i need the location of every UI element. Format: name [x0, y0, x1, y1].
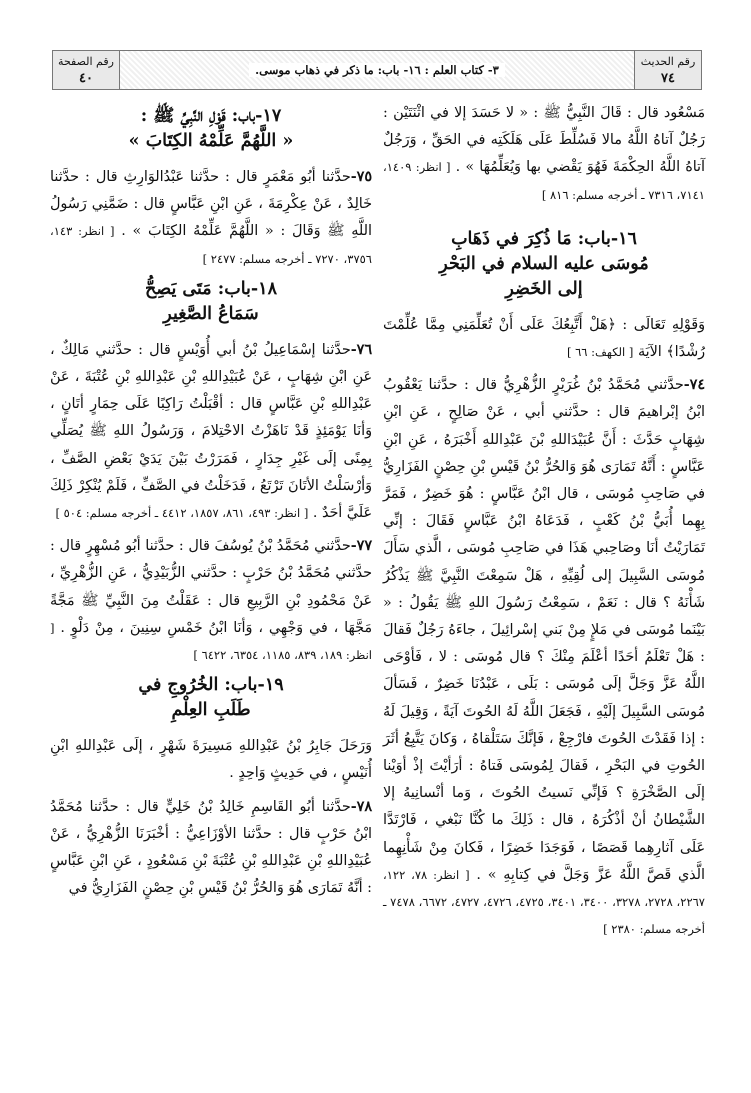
left-column: [50, 100, 372, 902]
reference: [ انظر: ٧٨، ١٢٢، ٢٢٦٧، ٢٧٢٨، ٣٢٧٨، ٣٤٠٠، ٣٤٠١، ٤٧٢٥، ٤٧٢٦، ٤٧٢٧، ٦٦٧٢، ٧٤٧٨ ـ أخرجه مسلم: ٢٣٨٠ ]: [383, 867, 705, 937]
reference: [ انظر: ١٤٠٩، ٧١٤١، ٧٣١٦ ـ أخرجه مسلم: ٨١٦ ]: [383, 160, 705, 202]
chapter-heading-18: [50, 277, 372, 327]
hadith-number: ٧٥-: [350, 169, 372, 185]
chapter-heading-line: ١٩-باب: الخُرُوجِ في: [138, 675, 284, 696]
hadith-number: ٧٤: [661, 71, 675, 86]
chapter-heading-line: ١٦-باب: مَا ذُكِرَ في ذَهَابِ: [451, 228, 637, 249]
hadith-text: حدَّثنا أبُو القَاسِمِ خَالِدُ بْنُ خَلِيٍّ قال : حدَّثنا مُحَمَّدُ ابْنُ حَرْبٍ قال : حدَّثنا الأوْزَاعِيُّ : أخْبَرَنَا الزُّهْرِيُّ ، عَنْ عُبَيْدِاللهِ بْنِ عَبْدِاللهِ بْنِ عُتْبَةَ بْنِ مَسْعُودٍ ، عَنِ ابْنِ عَبَّاسٍ : أنَّهُ تَمَارَى هُوَ وَالحُرُّ بْنُ قَيْسِ بْنِ حِصْنٍ الفَزَارِيُّ في: [50, 798, 372, 897]
reference: [ انظر: ١٨٩، ٨٣٩، ١١٨٥، ٦٣٥٤، ٦٤٢٢ ]: [50, 620, 372, 663]
reference: [ انظر: ١٤٣، ٣٧٥٦، ٧٢٧٠ ـ أخرجه مسلم: ٢٤٧٧ ]: [50, 224, 372, 266]
reference: [ انظر: ٤٩٣، ٨٦١، ١٨٥٧، ٤٤١٢ ـ أخرجه مسلم: ٥٠٤ ]: [55, 506, 309, 521]
paragraph-text: مَسْعُود قال : قَالَ النَّبِيُّ ﷺ : « لا حَسَدَ إلا في اثْنَتَيْن : رَجُلٌ آتاهُ اللَّهُ مالا فَسُلِّطَ عَلَى هَلَكَتِه في الحَقِّ ، وَرَجُلٌ آتاهُ اللَّهُ الحِكْمَةَ فَهُوَ يَقْضي بها وَيُعَلِّمُهَا » .: [383, 105, 706, 176]
hadith-number-box: [634, 50, 702, 90]
chapter-heading-line: « اللَّهُمَّ عَلِّمْهُ الكِتَابَ »: [128, 131, 294, 151]
hadith-74: [383, 372, 705, 943]
page-number-label: رقم الصفحة: [58, 55, 114, 68]
hadith-number: ٧٧-: [350, 538, 372, 555]
chapter-heading-line: طَلَبِ العِلْمِ: [171, 700, 251, 721]
hadith-number-label: رقم الحديث: [640, 55, 696, 68]
page-number: ٤٠: [79, 71, 93, 86]
hadith-text: حدَّثنا أبُو مَعْمَرٍ قال : حدَّثنا عَبْدُالوَارِثِ قال : حدَّثنا خَالِدٌ ، عَنْ عِكْرِمَةَ ، عَنِ ابْنِ عَبَّاسٍ قال : ضَمَّنِي رَسُولُ اللَّهِ ﷺ وَقَالَ : « اللَّهُمَّ عَلِّمْهُ الكِتَابَ » .: [50, 169, 372, 240]
chapter-heading-line: إلى الخَضِرِ: [505, 278, 583, 299]
hadith-text: حدَّثني مُحَمَّدُ بْنُ يُوسُفَ قال : حدَّثنا أبُو مُسْهِرٍ قال : حدَّثني مُحَمَّدُ بْنُ حَرْبٍ : حدَّثني الزُّبَيْدِيُّ ، عَنِ الزُّهْرِيِّ ، عَنْ مَحْمُودِ بْنِ الرَّبِيعِ قال : عَقَلْتُ مِنَ النَّبِيِّ ﷺ مَجَّةً مَجَّهَا ، في وَجْهِي ، وَأنَا ابْنُ خَمْسِ سِنِينَ ، مِنْ دَلْوٍ .: [50, 538, 372, 636]
hadith-number: ٧٤-: [683, 377, 705, 394]
hadith-number: ٧٨-: [350, 798, 372, 815]
verse-text: وَقَوْلِهِ تَعَالَى : ﴿هَلْ أَتَّبِعُكَ عَلَى أَنْ تُعَلِّمَنِي مِمَّا عُلِّمْتَ رُشْدًا﴾ الآيَة: [383, 316, 705, 361]
paragraph: [383, 100, 705, 209]
chapter-19-intro: [50, 733, 372, 787]
hadith-number: ٧٦-: [350, 341, 372, 358]
reference: [ الكهف: ٦٦ ]: [566, 345, 634, 360]
chapter-heading-line: ١٨-باب: مَتَى يَصِحُّ: [145, 278, 277, 299]
paragraph-text: وَرَحَلَ جَابِرُ بْنُ عَبْدِاللهِ مَسِيرَةَ شَهْرٍ ، إلَى عَبْدِاللهِ ابْنِ أُنَيْسٍ ، في حَدِيثٍ وَاحِدٍ .: [50, 738, 372, 782]
chapter-heading-line: مُوسَى عليه السلام في البَحْرِ: [439, 253, 649, 274]
page-number-box: [52, 50, 120, 90]
hadith-76: [50, 337, 372, 527]
header-title-bar: [120, 50, 634, 90]
chapter-heading-16: [383, 227, 705, 302]
hadith-77: [50, 533, 372, 669]
chapter-heading-line: ١٧-باب: قَوْلِ النَّبِيِّ ﷺ :: [140, 106, 282, 126]
header-title: ٣- كتاب العلم : ١٦- باب: ما ذكر في ذهاب موسى.: [249, 63, 505, 77]
chapter-heading-line: سَمَاعُ الصَّغِيرِ: [163, 303, 259, 324]
hadith-text: حدَّثنا إسْمَاعِيلُ بْنُ أبي أُوَيْسٍ قال : حدَّثني مَالِكٌ ، عَنِ ابْنِ شِهَابٍ ، عَنْ عُبَيْدِاللهِ بْنِ عَبْدِاللهِ بْنِ عُتْبَةَ ، عَنْ عَبْدِاللهِ بْنِ عَبَّاسٍ قال : أقْبَلْتُ رَاكِبًا عَلَى حِمَارٍ أتَانٍ ، وَأنَا يَوْمَئِذٍ قَدْ نَاهَزْتُ الاحْتِلامَ ، وَرَسُولُ اللهِ ﷺ يُصَلِّي بِمِنًى إلَى غَيْرِ جِدَارٍ ، فَمَرَرْتُ بَيْنَ يَدَيْ بَعْضِ الصَّفِّ ، وَأرْسَلْتُ الأتَانَ تَرْتَعُ ، فَدَخَلْتُ في الصَّفِّ ، فَلَمْ يُنْكِرْ ذَلِكَ عَلَيَّ أحَدٌ .: [50, 341, 372, 522]
hadith-78: [50, 794, 372, 903]
right-column: [383, 100, 705, 943]
chapter-heading-19: [50, 673, 372, 723]
page-header: [52, 50, 702, 92]
chapter-heading-17: [50, 104, 372, 154]
hadith-75: [50, 164, 372, 273]
quran-verse: [383, 312, 705, 366]
hadith-text: حدَّثني مُحَمَّدُ بْنُ غُرَيْرٍ الزُّهْرِيُّ قال : حدَّثنا يَعْقُوبُ ابْنُ إبْراهيمَ قال : حدَّثني أبي ، عَنْ صَالِحٍ ، عَنِ ابْنِ شِهَابٍ حَدَّثَ : أَنَّ عُبَيْدَاللهِ بْنَ عَبْدِاللهِ أَخْبَرَهُ ، عَنِ ابْنِ عَبَّاسٍ : أَنَّهُ تَمَارَى هُوَ وَالحُرُّ بْنُ قَيْسِ بْنِ حِصْنٍ الفَزَارِيُّ في صَاحِبِ مُوسَى ، قال ابْنُ عَبَّاسٍ : هُوَ خَضِرٌ ، فَمَرَّ بِهِما أُبَيُّ بْنُ كَعْبٍ ، فَدَعَاهُ ابْنُ عَبَّاسٍ فَقَالَ : إنِّي تَمَارَيْتُ أنَا وصَاحِبي هَذَا في صَاحِبِ مُوسَى ، الَّذي سَأَلَ مُوسَى السَّبِيلَ إلى لُقِيِّهِ ، هَلْ سَمِعْتَ النَّبِيَّ ﷺ يَذْكُرُ شَأْنَهُ ؟ قال : نَعَمْ ، سَمِعْتُ رَسُولَ اللهِ ﷺ يَقُولُ : « بَيْنَما مُوسَى في مَلإٍ مِنْ بَني إسْرائِيلَ ، جاءَهُ رَجُلٌ فَقالَ : هَلْ تَعْلَمُ أحَدًا أعْلَمَ مِنْكَ ؟ قال مُوسَى : لا ، فَأوْحَى اللَّهُ عَزَّ وَجَلَّ إلَى مُوسَى : بَلَى ، عَبْدُنَا خَضِرٌ ، فَسَألَ مُوسَى السَّبِيلَ إلَيْهِ ، فَجَعَلَ اللَّهُ لَهُ الحُوتَ آيَةً ، وَقِيلَ لَهُ : إذا فَقَدْتَ الحُوتَ فارْجِعْ ، فَإنَّكَ سَتَلْقاهُ ، وَكانَ يَتَّبِعُ أثَرَ الحُوتِ في البَحْرِ ، فَقالَ لِمُوسَى فَتاهُ : أرَأيْتَ إذْ أوَيْنا إلَى الصَّخْرَةِ ؟ فَإنِّي نَسيتُ الحُوتَ ، وَما أنْسانِيهُ إلا الشَّيْطانُ أنْ أذْكُرَهُ ، قال : ذَلِكَ ما كُنَّا نَبْغي ، فَارْتَدَّا عَلَى آثارِهِما قَصَصًا ، فَوَجَدَا خَضِرًا ، فَكانَ مِنْ شَأْنِهِما الَّذي قَصَّ اللَّهُ عَزَّ وَجَلَّ في كِتابِهِ » .: [383, 377, 705, 883]
